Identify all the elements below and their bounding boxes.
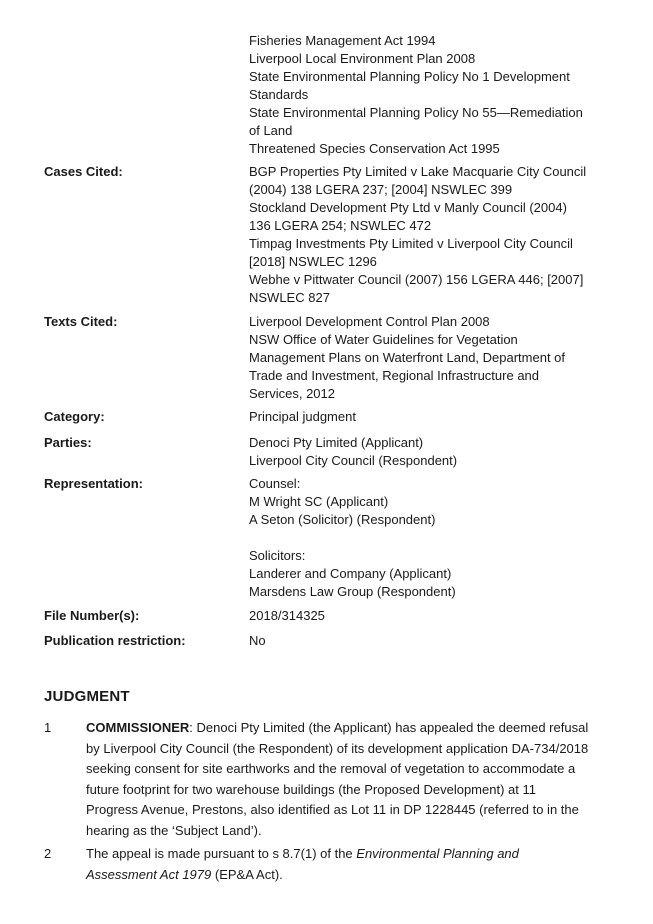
representation-line xyxy=(249,529,619,547)
legislation-item: Threatened Species Conservation Act 1995 xyxy=(249,141,500,156)
paragraph-line: by Liverpool City Council (the Respondent) of its development application DA-734/2018 xyxy=(86,740,589,756)
case-line: Webhe v Pittwater Council (2007) 156 LGERA 446; [2007] xyxy=(249,272,584,287)
text-line: Services, 2012 xyxy=(249,386,335,401)
case-line: (2004) 138 LGERA 237; [2004] NSWLEC 399 xyxy=(249,182,513,197)
paragraph-line: future footprint for two warehouse buildings (the Proposed Development) at 11 xyxy=(86,781,536,797)
case-line: [2018] NSWLEC 1296 xyxy=(249,254,377,269)
case-line: Stockland Development Pty Ltd v Manly Council (2004) xyxy=(249,200,567,215)
act-title-part: Environmental Planning and xyxy=(356,846,519,861)
file-number-line: 2018/314325 xyxy=(249,608,325,623)
texts-cited-label: Texts Cited: xyxy=(44,314,118,329)
category-value xyxy=(249,408,619,426)
representation-line: Counsel: xyxy=(249,476,301,491)
paragraph-line-prefix: The appeal is made pursuant to s 8.7(1) of the xyxy=(86,846,357,861)
paragraph-line xyxy=(86,844,606,865)
paragraph-line xyxy=(86,718,606,739)
judgment-heading: JUDGMENT xyxy=(44,688,130,705)
paragraph-text xyxy=(86,718,606,841)
case-line: BGP Properties Pty Limited v Lake Macquarie City Council xyxy=(249,164,587,179)
category-label: Category: xyxy=(44,409,105,424)
text-line: Liverpool Development Control Plan 2008 xyxy=(249,314,490,329)
legislation-cited-list xyxy=(249,32,619,158)
text-line: Management Plans on Waterfront Land, Department of xyxy=(249,350,566,365)
representation-line: M Wright SC (Applicant) xyxy=(249,494,389,509)
representation-list xyxy=(249,475,619,601)
representation-line: Solicitors: xyxy=(249,548,306,563)
cases-cited-list xyxy=(249,163,619,307)
parties-label: Parties: xyxy=(44,435,92,450)
file-number-value xyxy=(249,607,619,625)
category-line: Principal judgment xyxy=(249,409,356,424)
publication-restriction-value xyxy=(249,632,619,650)
legislation-item: of Land xyxy=(249,123,293,138)
representation-line: Landerer and Company (Applicant) xyxy=(249,566,452,581)
paragraph-number: 1 xyxy=(44,720,52,735)
paragraph-text xyxy=(86,844,606,885)
representation-label: Representation: xyxy=(44,476,143,491)
paragraph-line-rest: : Denoci Pty Limited (the Applicant) has appealed the deemed refusal xyxy=(189,720,589,735)
cases-cited-label: Cases Cited: xyxy=(44,164,123,179)
paragraph-line: hearing as the ‘Subject Land’). xyxy=(86,822,262,838)
legislation-item: State Environmental Planning Policy No 55—Remediation xyxy=(249,105,583,120)
speaker-name: COMMISSIONER xyxy=(86,720,190,735)
act-title-part: Assessment Act 1979 xyxy=(86,866,212,882)
legislation-item: Liverpool Local Environment Plan 2008 xyxy=(249,51,476,66)
paragraph-number: 2 xyxy=(44,846,52,861)
case-line: NSWLEC 827 xyxy=(249,290,330,305)
representation-line: Marsdens Law Group (Respondent) xyxy=(249,584,456,599)
publication-restriction-label: Publication restriction: xyxy=(44,633,186,648)
file-number-label: File Number(s): xyxy=(44,608,140,623)
case-line: Timpag Investments Pty Limited v Liverpool City Council xyxy=(249,236,573,251)
paragraph-line: Progress Avenue, Prestons, also identified as Lot 11 in DP 1228445 (referred to in the xyxy=(86,802,579,817)
texts-cited-list xyxy=(249,313,619,403)
paragraph-line xyxy=(86,865,606,886)
publication-restriction-line: No xyxy=(249,633,266,648)
legislation-item: State Environmental Planning Policy No 1 Development xyxy=(249,69,570,84)
text-line: NSW Office of Water Guidelines for Vegetation xyxy=(249,332,518,347)
legislation-item: Standards xyxy=(249,87,309,102)
representation-line: A Seton (Solicitor) (Respondent) xyxy=(249,512,436,527)
text-line: Trade and Investment, Regional Infrastructure and xyxy=(249,368,540,383)
legislation-item: Fisheries Management Act 1994 xyxy=(249,33,436,48)
paragraph-line: seeking consent for site earthworks and the removal of vegetation to accommodate a xyxy=(86,761,576,776)
paragraph-line-rest: (EP&A Act). xyxy=(211,866,283,882)
party-line: Denoci Pty Limited (Applicant) xyxy=(249,435,424,450)
parties-list xyxy=(249,434,619,470)
case-line: 136 LGERA 254; NSWLEC 472 xyxy=(249,218,432,233)
party-line: Liverpool City Council (Respondent) xyxy=(249,453,458,468)
